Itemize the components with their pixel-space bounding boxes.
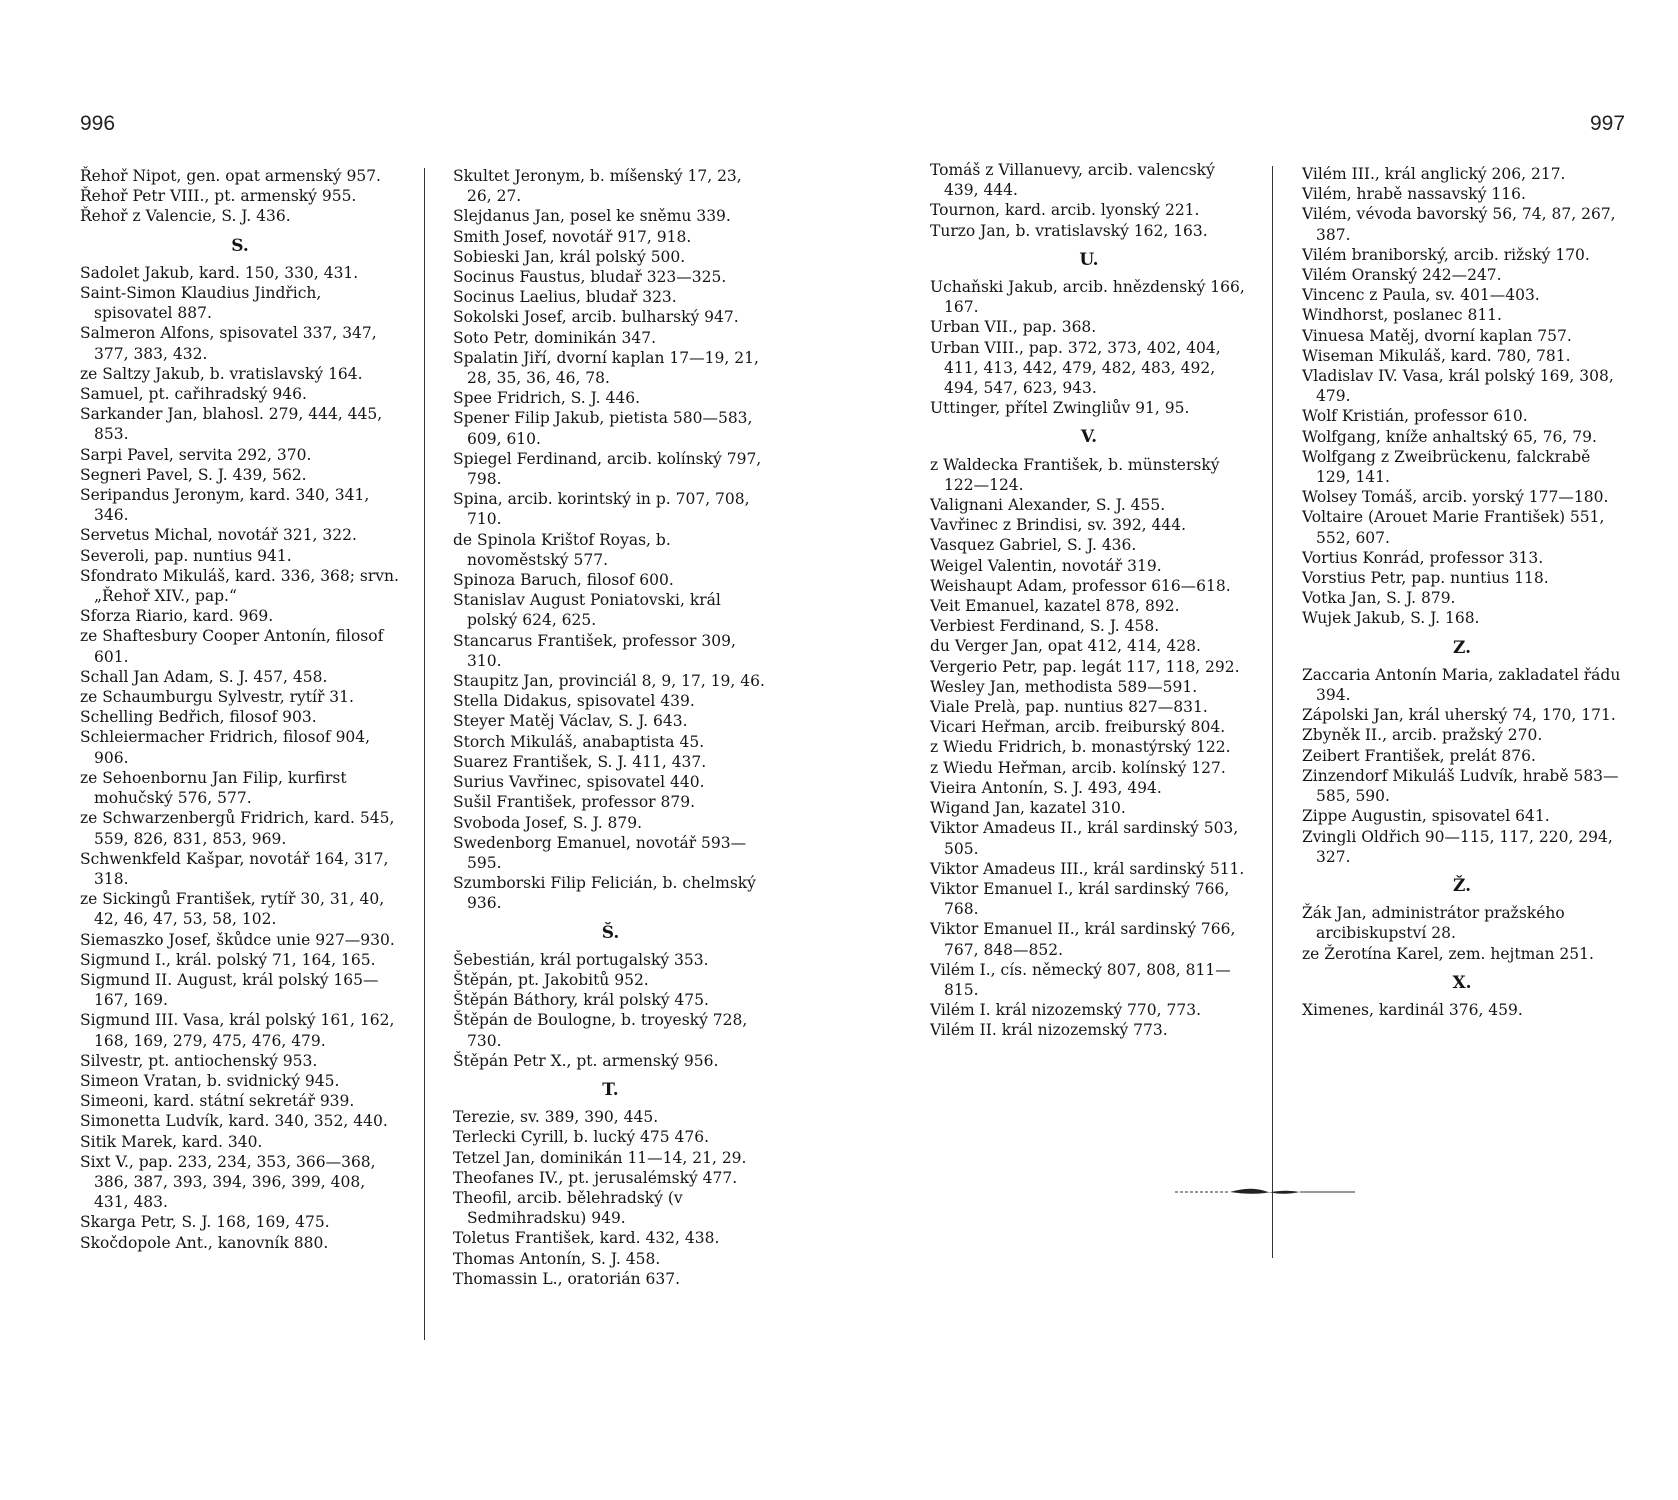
index-entry: de Spinola Krištof Royas, b. novoměstský 577. [453,530,671,569]
section-letter: Ž. [1452,875,1472,896]
index-entry: Schelling Bedřich, filosof 903. [80,708,317,727]
index-entry: Vilém Oranský 242—247. [1302,266,1502,285]
index-entry: Wolfgang z Zweibrückenu, falckrabě 129, 141. [1302,447,1591,487]
index-entry: Viktor Amadeus II., král sardinský 503, 505. [930,819,1239,858]
index-entry: Skočdopole Ant., kanovník 880. [80,1233,329,1252]
index-entry: Vieira Antonín, S. J. 493, 494. [930,778,1162,797]
index-entry: Slejdanus Jan, posel ke sněmu 339. [453,207,731,226]
index-entry: Spee Fridrich, S. J. 446. [453,389,641,408]
index-entry: Vilém II. král nizozemský 773. [930,1021,1168,1040]
index-entry: Svoboda Josef, S. J. 879. [453,813,643,832]
index-entry: Seripandus Jeronym, kard. 340, 341, 346. [80,486,370,525]
index-entry: Vortius Konrád, professor 313. [1302,548,1544,567]
index-entry: Samuel, pt. cařihradský 946. [80,385,307,404]
index-entry: Salmeron Alfons, spisovatel 337, 347, 377, 383, 432. [80,324,377,363]
index-entry: Vincenc z Paula, sv. 401—403. [1302,286,1540,305]
index-entry: Zeibert František, prelát 876. [1302,746,1536,765]
index-entry: Socinus Faustus, bludař 323—325. [453,268,727,287]
index-entry: Toletus František, kard. 432, 438. [453,1229,720,1248]
index-entry: Servetus Michal, novotář 321, 322. [80,526,357,545]
index-entry: Vorstius Petr, pap. nuntius 118. [1302,569,1549,588]
index-entry: Thomassin L., oratorián 637. [453,1269,681,1288]
index-entry: Viale Prelà, pap. nuntius 827—831. [930,698,1208,717]
index-entry: Štěpán Báthory, král polský 475. [453,991,709,1010]
index-entry: Ximenes, kardinál 376, 459. [1302,1000,1523,1019]
index-entry: Theofanes IV., pt. jerusalémský 477. [453,1168,738,1187]
index-entry: Staupitz Jan, provinciál 8, 9, 17, 19, 46. [453,672,765,691]
index-entry: Vavřinec z Brindisi, sv. 392, 444. [930,516,1187,535]
index-column-2 [453,166,768,1289]
index-entry: Theofil, arcib. bělehradský (v Sedmihradsku) 949. [453,1188,683,1228]
index-entry: Schall Jan Adam, S. J. 457, 458. [80,667,328,686]
index-entry: Wolf Kristián, professor 610. [1302,407,1528,426]
index-entry: Szumborski Filip Felicián, b. chelmský 936. [453,874,756,913]
index-entry: Zaccaria Antonín Maria, zakladatel řádu 394. [1302,665,1621,705]
index-entry: Skarga Petr, S. J. 168, 169, 475. [80,1213,330,1232]
index-entry: Viktor Emanuel I., král sardinský 766, 768. [930,879,1230,919]
index-entry: Urban VII., pap. 368. [930,318,1097,337]
page-number-right: 997 [1590,112,1626,135]
index-entry: Steyer Matěj Václav, S. J. 643. [453,712,688,731]
index-column-1 [80,166,400,1253]
index-entry: du Verger Jan, opat 412, 414, 428. [930,637,1201,656]
index-entry: Sitik Marek, kard. 340. [80,1132,263,1151]
index-entry: Vilém I., cís. německý 807, 808, 811—815. [930,960,1231,999]
index-entry: Spalatin Jiří, dvorní kaplan 17—19, 21, 28, 35, 36, 46, 78. [453,348,759,388]
index-entry: Vicari Heřman, arcib. freiburský 804. [930,718,1226,737]
index-entry: ze Schaumburgu Sylvestr, rytíř 31. [80,688,354,707]
index-column-3 [930,160,1248,1041]
index-entry: Votka Jan, S. J. 879. [1302,589,1456,608]
index-entry: Uttinger, přítel Zwingliův 91, 95. [930,399,1190,418]
index-entry: ze Žerotína Karel, zem. hejtman 251. [1302,944,1594,963]
index-entry: Suarez František, S. J. 411, 437. [453,752,707,771]
index-entry: ze Sickingů František, rytíř 30, 31, 40, 42, 46, 47, 53, 58, 102. [80,890,385,929]
index-entry: Zápolski Jan, král uherský 74, 170, 171. [1302,706,1616,725]
column-divider [424,168,425,1340]
index-entry: ze Schwarzenbergů Fridrich, kard. 545, 559, 826, 831, 853, 969. [80,809,395,848]
index-entry: Spener Filip Jakub, pietista 580—583, 609, 610. [453,409,753,448]
index-entry: Simeon Vratan, b. svidnický 945. [80,1071,340,1090]
index-entry: Turzo Jan, b. vratislavský 162, 163. [930,221,1208,240]
index-entry: Valignani Alexander, S. J. 455. [930,496,1166,515]
index-entry: Sarpi Pavel, servita 292, 370. [80,445,312,464]
index-entry: z Wiedu Fridrich, b. monastýrský 122. [930,738,1231,757]
index-entry: Smith Josef, novotář 917, 918. [453,227,692,246]
index-entry: Schwenkfeld Kašpar, novotář 164, 317, 318. [80,849,389,888]
index-entry: Stanislav August Poniatovski, král polský 624, 625. [453,591,721,630]
index-entry: Wujek Jakub, S. J. 168. [1302,609,1480,628]
index-entry: Vladislav IV. Vasa, král polský 169, 308, 479. [1302,367,1614,406]
index-entry: Spinoza Baruch, filosof 600. [453,571,674,590]
index-entry: Veit Emanuel, kazatel 878, 892. [930,597,1180,616]
index-entry: Sigmund III. Vasa, král polský 161, 162, 168, 169, 279, 475, 476, 479. [80,1011,395,1050]
section-letter: U. [1079,249,1099,270]
index-entry: Silvestr, pt. antiochenský 953. [80,1051,318,1070]
index-entry: Thomas Antonín, S. J. 458. [453,1249,661,1268]
index-entry: Sarkander Jan, blahosl. 279, 444, 445, 853. [80,405,383,444]
index-entry: Vilém braniborský, arcib. rižský 170. [1302,245,1590,264]
index-entry: Zbyněk II., arcib. pražský 270. [1302,726,1543,745]
index-entry: Vinuesa Matěj, dvorní kaplan 757. [1302,326,1572,345]
index-entry: Socinus Laelius, bludař 323. [453,288,677,307]
index-column-4 [1302,164,1622,1020]
index-entry: Štěpán de Boulogne, b. troyeský 728, 730. [453,1011,748,1050]
index-entry: Řehoř z Valencie, S. J. 436. [80,207,291,226]
section-letter: T. [602,1079,619,1100]
page-number-left: 996 [80,112,116,135]
index-entry: Zvingli Oldřich 90—115, 117, 220, 294, 327. [1302,827,1613,866]
section-letter: X. [1452,972,1472,993]
index-entry: Řehoř Nipot, gen. opat armenský 957. [80,167,381,185]
index-entry: Spina, arcib. korintský in p. 707, 708, 710. [453,490,750,529]
index-entry: Surius Vavřinec, spisovatel 440. [453,773,705,792]
index-entry: Terlecki Cyrill, b. lucký 475 476. [453,1128,710,1147]
index-entry: z Waldecka František, b. münsterský 122—124. [930,455,1220,494]
index-entry: Vergerio Petr, pap. legát 117, 118, 292. [930,657,1240,676]
index-entry: Vasquez Gabriel, S. J. 436. [930,536,1137,555]
index-entry: Schleiermacher Fridrich, filosof 904, 906. [80,728,371,767]
index-entry: Stancarus František, professor 309, 310. [453,631,736,670]
index-entry: ze Shaftesbury Cooper Antonín, filosof 601. [80,627,384,666]
index-entry: Štěpán, pt. Jakobitů 952. [453,970,649,989]
index-entry: Weigel Valentin, novotář 319. [930,556,1162,575]
index-entry: Storch Mikuláš, anabaptista 45. [453,732,705,751]
index-entry: Urban VIII., pap. 372, 373, 402, 404, 411, 413, 442, 479, 482, 483, 492, 494, 547, 623, 943. [930,338,1221,398]
index-entry: Žák Jan, administrátor pražského arcibiskupství 28. [1302,904,1565,943]
index-entry: Segneri Pavel, S. J. 439, 562. [80,465,307,484]
section-letter: Z. [1452,637,1472,658]
index-entry: Uchaňski Jakub, arcib. hnězdenský 166, 167. [930,278,1245,317]
index-entry: Vilém, hrabě nassavský 116. [1302,185,1526,204]
index-entry: Řehoř Petr VIII., pt. armenský 955. [80,187,357,206]
index-entry: Wolsey Tomáš, arcib. yorský 177—180. [1302,488,1609,507]
index-entry: z Wiedu Heřman, arcib. kolínský 127. [930,758,1226,777]
index-entry: Tournon, kard. arcib. lyonský 221. [930,201,1200,220]
index-entry: Šebestián, král portugalský 353. [453,950,709,969]
index-entry: Sigmund II. August, král polský 165—167, 169. [80,970,379,1010]
index-entry: Vilém, vévoda bavorský 56, 74, 87, 267, 387. [1302,205,1616,244]
index-entry: Saint-Simon Klaudius Jindřich, spisovatel 887. [80,284,322,323]
index-entry: Tetzel Jan, dominikán 11—14, 21, 29. [453,1148,747,1167]
index-entry: Viktor Amadeus III., král sardinský 511. [930,859,1245,878]
index-entry: Weishaupt Adam, professor 616—618. [930,576,1231,595]
index-entry: Zippe Augustin, spisovatel 641. [1302,807,1550,826]
index-entry: Sigmund I., král. polský 71, 164, 165. [80,950,376,969]
index-entry: Sfondrato Mikuláš, kard. 336, 368; srvn. „Řehoř XIV., pap.“ [80,566,399,606]
index-entry: Vilém III., král anglický 206, 217. [1302,165,1566,183]
index-entry: Tomáš z Villanuevy, arcib. valencský 439, 444. [930,161,1215,200]
index-entry: Zinzendorf Mikuláš Ludvík, hrabě 583—585, 590. [1302,766,1619,806]
index-entry: Štěpán Petr X., pt. armenský 956. [453,1051,719,1070]
index-entry: Simeoni, kard. státní sekretář 939. [80,1092,355,1111]
index-entry: Sušil František, professor 879. [453,793,696,812]
index-entry: Wiseman Mikuláš, kard. 780, 781. [1302,346,1571,365]
index-entry: Wesley Jan, methodista 589—591. [930,677,1198,696]
index-entry: Viktor Emanuel II., král sardinský 766, 767, 848—852. [930,920,1236,959]
index-entry: Sforza Riario, kard. 969. [80,607,274,626]
index-entry: Windhorst, poslanec 811. [1302,306,1502,325]
section-letter: S. [231,235,249,256]
index-entry: Severoli, pap. nuntius 941. [80,546,292,565]
section-letter: Š. [601,922,620,943]
index-entry: Spiegel Ferdinand, arcib. kolínský 797, 798. [453,449,762,489]
index-entry: Sokolski Josef, arcib. bulharský 947. [453,308,739,327]
section-letter: V. [1080,427,1098,448]
index-entry: Verbiest Ferdinand, S. J. 458. [930,617,1160,636]
index-entry: Wigand Jan, kazatel 310. [930,799,1126,818]
index-entry: Simonetta Ludvík, kard. 340, 352, 440. [80,1112,388,1131]
index-entry: Terezie, sv. 389, 390, 445. [453,1108,659,1127]
index-entry: Sobieski Jan, král polský 500. [453,247,686,266]
index-entry: ze Saltzy Jakub, b. vratislavský 164. [80,364,363,383]
index-entry: Soto Petr, dominikán 347. [453,328,657,347]
index-entry: Skultet Jeronym, b. míšenský 17, 23, 26, 27. [453,167,742,206]
index-entry: Sadolet Jakub, kard. 150, 330, 431. [80,263,359,282]
end-ornament [1175,1185,1355,1197]
index-entry: Wolfgang, kníže anhaltský 65, 76, 79. [1302,427,1597,446]
index-entry: Sixt V., pap. 233, 234, 353, 366—368, 386, 387, 393, 394, 396, 399, 408, 431, 483. [80,1152,376,1212]
index-entry: Voltaire (Arouet Marie František) 551, 552, 607. [1302,508,1605,547]
index-entry: Stella Didakus, spisovatel 439. [453,692,695,711]
index-entry: ze Sehoenbornu Jan Filip, kurfirst mohučský 576, 577. [80,768,347,808]
column-divider [1272,166,1273,1258]
index-entry: Siemaszko Josef, škůdce unie 927—930. [80,930,395,949]
index-entry: Vilém I. král nizozemský 770, 773. [930,1001,1201,1020]
index-entry: Swedenborg Emanuel, novotář 593—595. [453,833,747,872]
